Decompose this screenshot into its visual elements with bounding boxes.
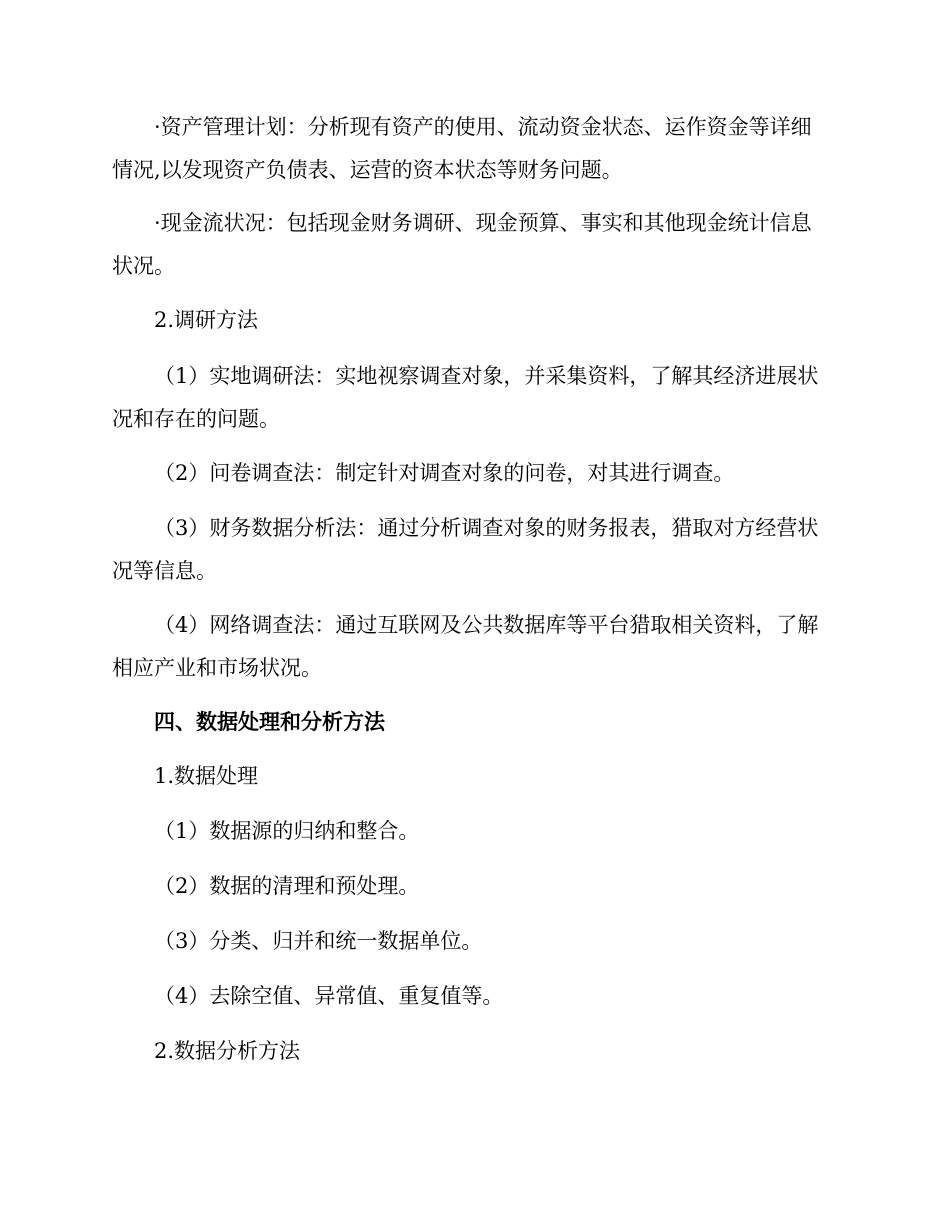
section-heading-data-processing: 四、数据处理和分析方法 — [154, 709, 385, 734]
paragraph-cash-flow: ·现金流状况：包括现金财务调研、现金预算、事实和其他现金统计信息状况。 — [112, 211, 812, 278]
paragraph-data-classification: （3）分类、归并和统一数据单位。 — [154, 929, 483, 953]
paragraph-data-cleaning: （2）数据的清理和预处理。 — [154, 874, 420, 898]
paragraph-data-removal: （4）去除空值、异常值、重复值等。 — [154, 984, 504, 1008]
paragraph-data-integration: （1）数据源的归纳和整合。 — [154, 819, 420, 843]
paragraph-network-research: （4）网络调查法：通过互联网及公共数据库等平台猎取相关资料，了解相应产业和市场状况。 — [112, 613, 819, 680]
paragraph-asset-management: ·资产管理计划：分析现有资产的使用、流动资金状态、运作资金等详细情况,以发现资产负债表、运营的资本状态等财务问题。 — [112, 115, 812, 182]
paragraph-data-processing-heading: 1.数据处理 — [154, 764, 259, 788]
paragraph-field-research: （1）实地调研法：实地视察调查对象，并采集资料，了解其经济进展状况和存在的问题。 — [112, 364, 819, 431]
paragraph-research-methods-heading: 2.调研方法 — [154, 308, 259, 332]
paragraph-financial-analysis: （3）财务数据分析法：通过分析调查对象的财务报表，猎取对方经营状况等信息。 — [112, 516, 819, 583]
paragraph-data-analysis-heading: 2.数据分析方法 — [154, 1039, 301, 1063]
paragraph-questionnaire: （2）问卷调查法：制定针对调查对象的问卷，对其进行调查。 — [154, 461, 735, 485]
